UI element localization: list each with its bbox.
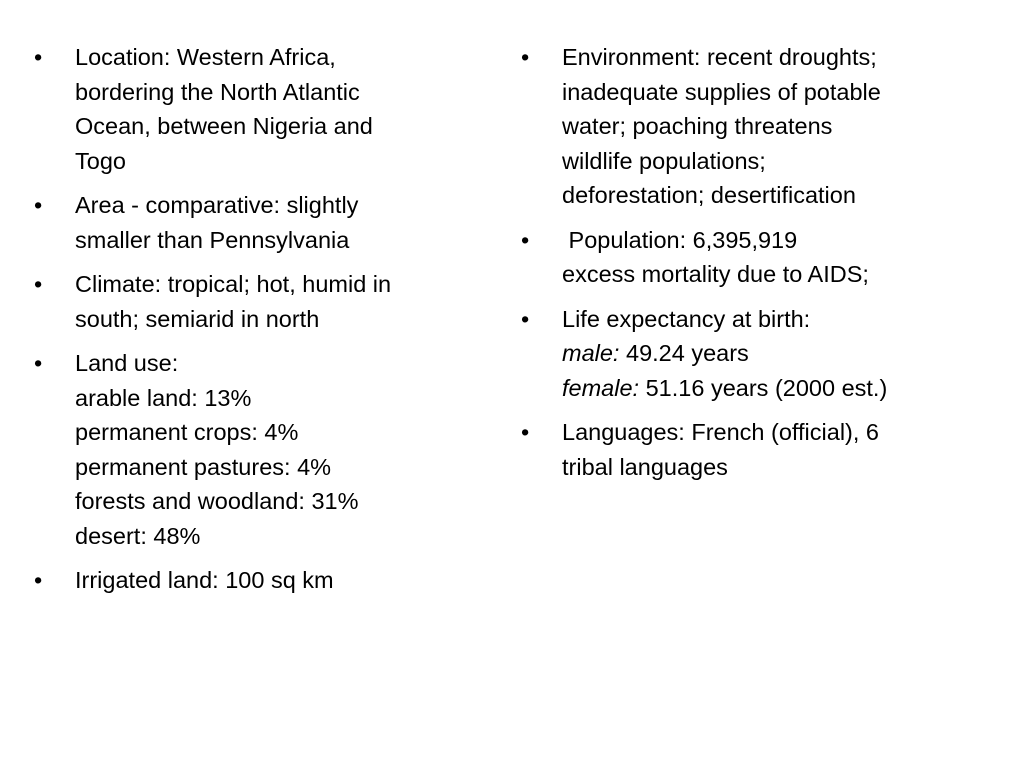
land-use-pastures: permanent pastures: 4% (75, 453, 332, 480)
population-line: excess mortality due to AIDS; (562, 261, 869, 287)
environment-line: deforestation; desertification (562, 182, 856, 208)
bullet-population (517, 223, 987, 292)
environment-line: wildlife populations; (562, 147, 766, 174)
languages-line: • Languages: French (official), 6 (562, 419, 879, 445)
irrigated-line: • Irrigated land: 100 sq km (75, 567, 334, 593)
left-column (30, 40, 470, 608)
life-expectancy-female (562, 371, 987, 406)
languages-line: tribal languages (562, 453, 728, 480)
right-column (517, 40, 987, 494)
female-label: female: (562, 374, 640, 401)
land-use-forests: forests and woodland: 31% (75, 488, 359, 514)
life-expectancy-male (562, 336, 987, 371)
life-expectancy-heading: • Life expectancy at birth: (562, 305, 811, 332)
bullet-climate (30, 267, 470, 336)
location-line: bordering the North Atlantic (75, 78, 360, 105)
bullet-area (30, 188, 470, 257)
bullet-languages (517, 415, 987, 484)
location-line: Ocean, between Nigeria and (75, 113, 373, 139)
climate-line: • Climate: tropical; hot, humid in (75, 271, 392, 297)
area-line: • Area - comparative: slightly (75, 192, 359, 218)
bullet-irrigated (30, 563, 470, 598)
location-line: • Location: Western Africa, (75, 44, 336, 70)
bullet-life-expectancy (517, 302, 987, 406)
environment-line: • Environment: recent droughts; (562, 44, 877, 70)
land-use-crops: permanent crops: 4% (75, 419, 299, 445)
population-line: • Population: 6,395,919 (562, 226, 798, 253)
left-bullet-list (30, 40, 470, 598)
male-label: male: (562, 340, 620, 366)
male-value: 49.24 years (619, 340, 749, 366)
area-line: smaller than Pennsylvania (75, 226, 350, 253)
bullet-land-use (30, 346, 470, 553)
location-line: Togo (75, 147, 126, 174)
land-use-desert: desert: 48% (75, 522, 201, 549)
female-value: 51.16 years (2000 est.) (639, 374, 888, 401)
environment-line: water; poaching threatens (562, 113, 833, 139)
climate-line: south; semiarid in north (75, 305, 320, 332)
land-use-heading: • Land use: (75, 350, 179, 376)
right-bullet-list (517, 40, 987, 484)
bullet-environment (517, 40, 987, 213)
environment-line: inadequate supplies of potable (562, 78, 881, 105)
bullet-location (30, 40, 470, 178)
land-use-arable: arable land: 13% (75, 384, 252, 411)
